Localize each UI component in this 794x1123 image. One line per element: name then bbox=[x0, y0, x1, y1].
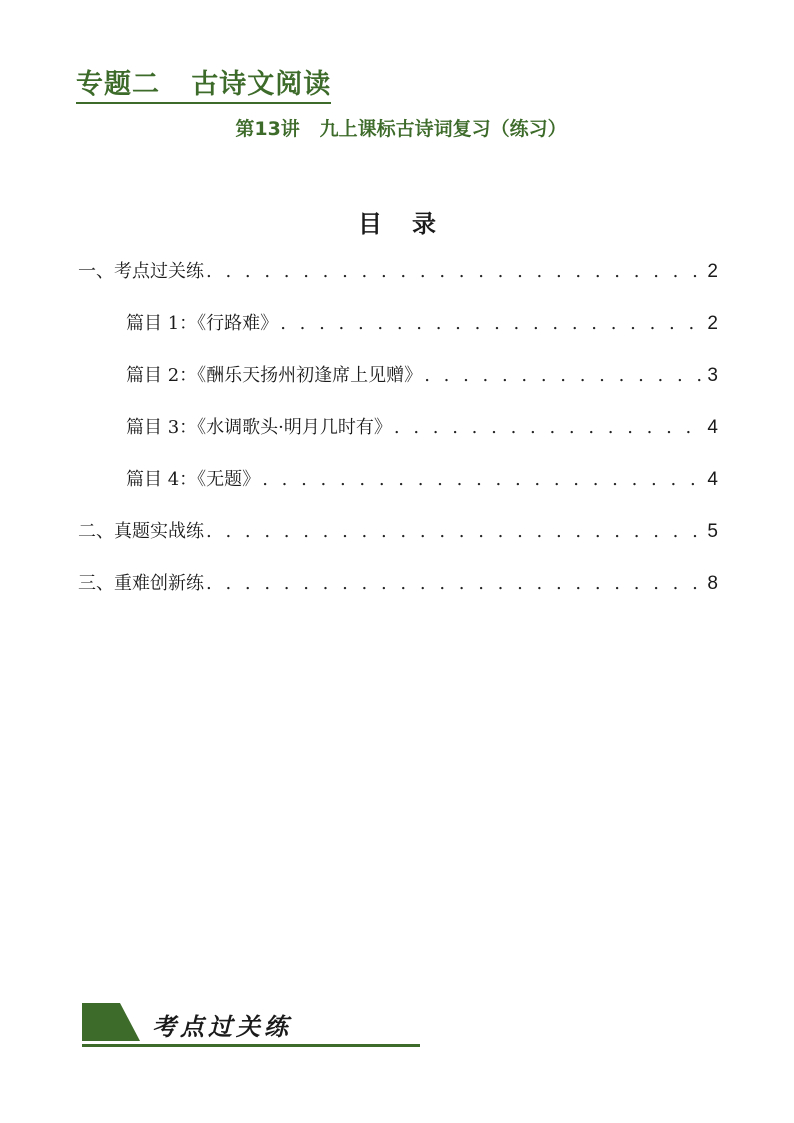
toc-entry-label: 篇目 2：《酬乐天扬州初逢席上见赠》 bbox=[126, 365, 423, 386]
section-banner bbox=[82, 1003, 420, 1049]
toc-entry-label: 篇目 1：《行路难》 bbox=[126, 313, 279, 334]
toc-entry[interactable] bbox=[78, 569, 718, 621]
toc-entry-page: 4 bbox=[707, 417, 718, 438]
toc-entry-page: 4 bbox=[707, 469, 718, 490]
toc-dot-leader bbox=[206, 517, 705, 547]
toc-entry-page: 8 bbox=[707, 573, 718, 594]
toc-entry[interactable] bbox=[78, 413, 718, 465]
table-of-contents bbox=[78, 257, 718, 621]
section-banner-underline bbox=[82, 1044, 420, 1047]
toc-entry[interactable] bbox=[78, 309, 718, 361]
toc-heading: 目录 bbox=[358, 209, 466, 238]
toc-entry-page: 5 bbox=[707, 521, 718, 542]
toc-entry-label: 二、真题实战练 bbox=[78, 521, 204, 542]
toc-entry[interactable] bbox=[78, 465, 718, 517]
lecture-title: 第13讲 九上课标古诗词复习（练习） bbox=[235, 118, 567, 140]
toc-dot-leader bbox=[206, 257, 705, 287]
toc-entry-page: 3 bbox=[707, 365, 718, 386]
toc-dot-leader bbox=[262, 465, 705, 495]
toc-entry-label: 篇目 4：《无题》 bbox=[126, 469, 261, 490]
toc-entry-label: 篇目 3：《水调歌头·明月几时有》 bbox=[126, 417, 392, 438]
toc-entry[interactable] bbox=[78, 257, 718, 309]
topic-title: 专题二 古诗文阅读 bbox=[76, 62, 331, 104]
toc-entry-label: 三、重难创新练 bbox=[78, 573, 204, 594]
toc-dot-leader bbox=[280, 309, 705, 339]
banner-parallelogram-icon bbox=[82, 1003, 140, 1041]
toc-dot-leader bbox=[424, 361, 705, 391]
toc-entry-page: 2 bbox=[707, 261, 718, 282]
toc-dot-leader bbox=[394, 413, 706, 443]
toc-entry-label: 一、考点过关练 bbox=[78, 261, 204, 282]
toc-entry[interactable] bbox=[78, 517, 718, 569]
section-banner-title: 考点过关练 bbox=[152, 1012, 292, 1041]
toc-dot-leader bbox=[206, 569, 705, 599]
toc-entry-page: 2 bbox=[707, 313, 718, 334]
toc-entry[interactable] bbox=[78, 361, 718, 413]
